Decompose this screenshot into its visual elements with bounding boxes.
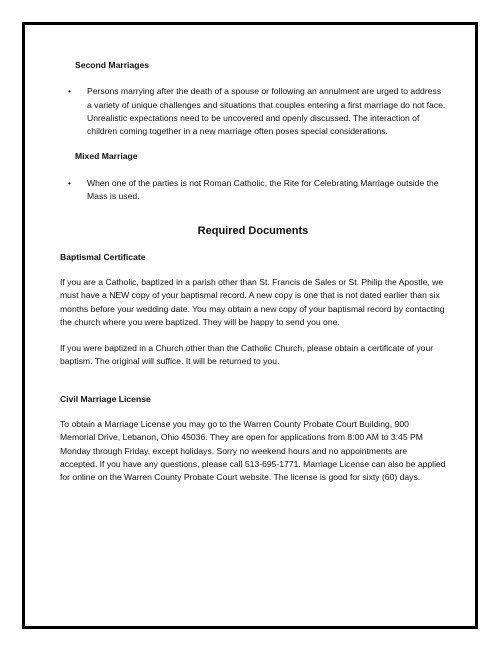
second-marriages-list bbox=[60, 85, 446, 138]
mixed-marriage-list bbox=[60, 177, 446, 204]
second-marriages-heading: Second Marriages bbox=[75, 60, 150, 70]
mixed-marriage-text: When one of the parties is not Roman Catholic, the Rite for Celebrating Marriage outside the Mass is used. bbox=[87, 177, 439, 202]
bullet-icon: • bbox=[68, 177, 72, 188]
second-marriages-text: Persons marrying after the death of a spouse or following an annulment are urged to address a variety of unique challenges and situations that couples entering a first marriage do not face. Unrealistic expectations need to be uncovered and openly discussed. The interaction of children coming together in a new marriage often poses special considerations. bbox=[87, 86, 446, 137]
baptismal-certificate-paragraph-1: If you are a Catholic, baptized in a parish other than St. Francis de Sales or St. Philip the Apostle, we must have a NEW copy of your baptismal record. A new copy is one that is not dated earlier than six months before your wedding date. You may obtain a new copy of your baptismal record by contacting the church where you were baptized. They will be happy to send you one. bbox=[60, 276, 445, 327]
baptismal-certificate-heading: Baptismal Certificate bbox=[60, 251, 146, 262]
civil-marriage-license-heading: Civil Marriage License bbox=[60, 393, 151, 404]
list-item bbox=[60, 177, 446, 204]
required-documents-title: Required Documents bbox=[197, 225, 309, 238]
civil-marriage-license-paragraph: To obtain a Marriage License you may go to the Warren County Probate Court Building, 900 Memorial Drive, Lebanon, Ohio 45036. They are open for applications from 8:00 AM to 3:45 PM Monday through Friday, except holidays. Sorry no weekend hours and no appointments are accepted. If you have any questions, please call 513-695-1771. Marriage License can also be applied for online on the Warren County Probate Court website. The license is good for sixty (60) days. bbox=[60, 419, 446, 483]
baptismal-certificate-paragraph-2: If you were baptized in a Church other than the Catholic Church, please obtain a certificate of your baptism. The original will suffice. It will be returned to you. bbox=[60, 343, 434, 367]
list-item bbox=[60, 85, 446, 138]
mixed-marriage-heading: Mixed Marriage bbox=[75, 151, 138, 162]
bullet-icon: • bbox=[68, 86, 72, 97]
document-body bbox=[60, 59, 446, 485]
